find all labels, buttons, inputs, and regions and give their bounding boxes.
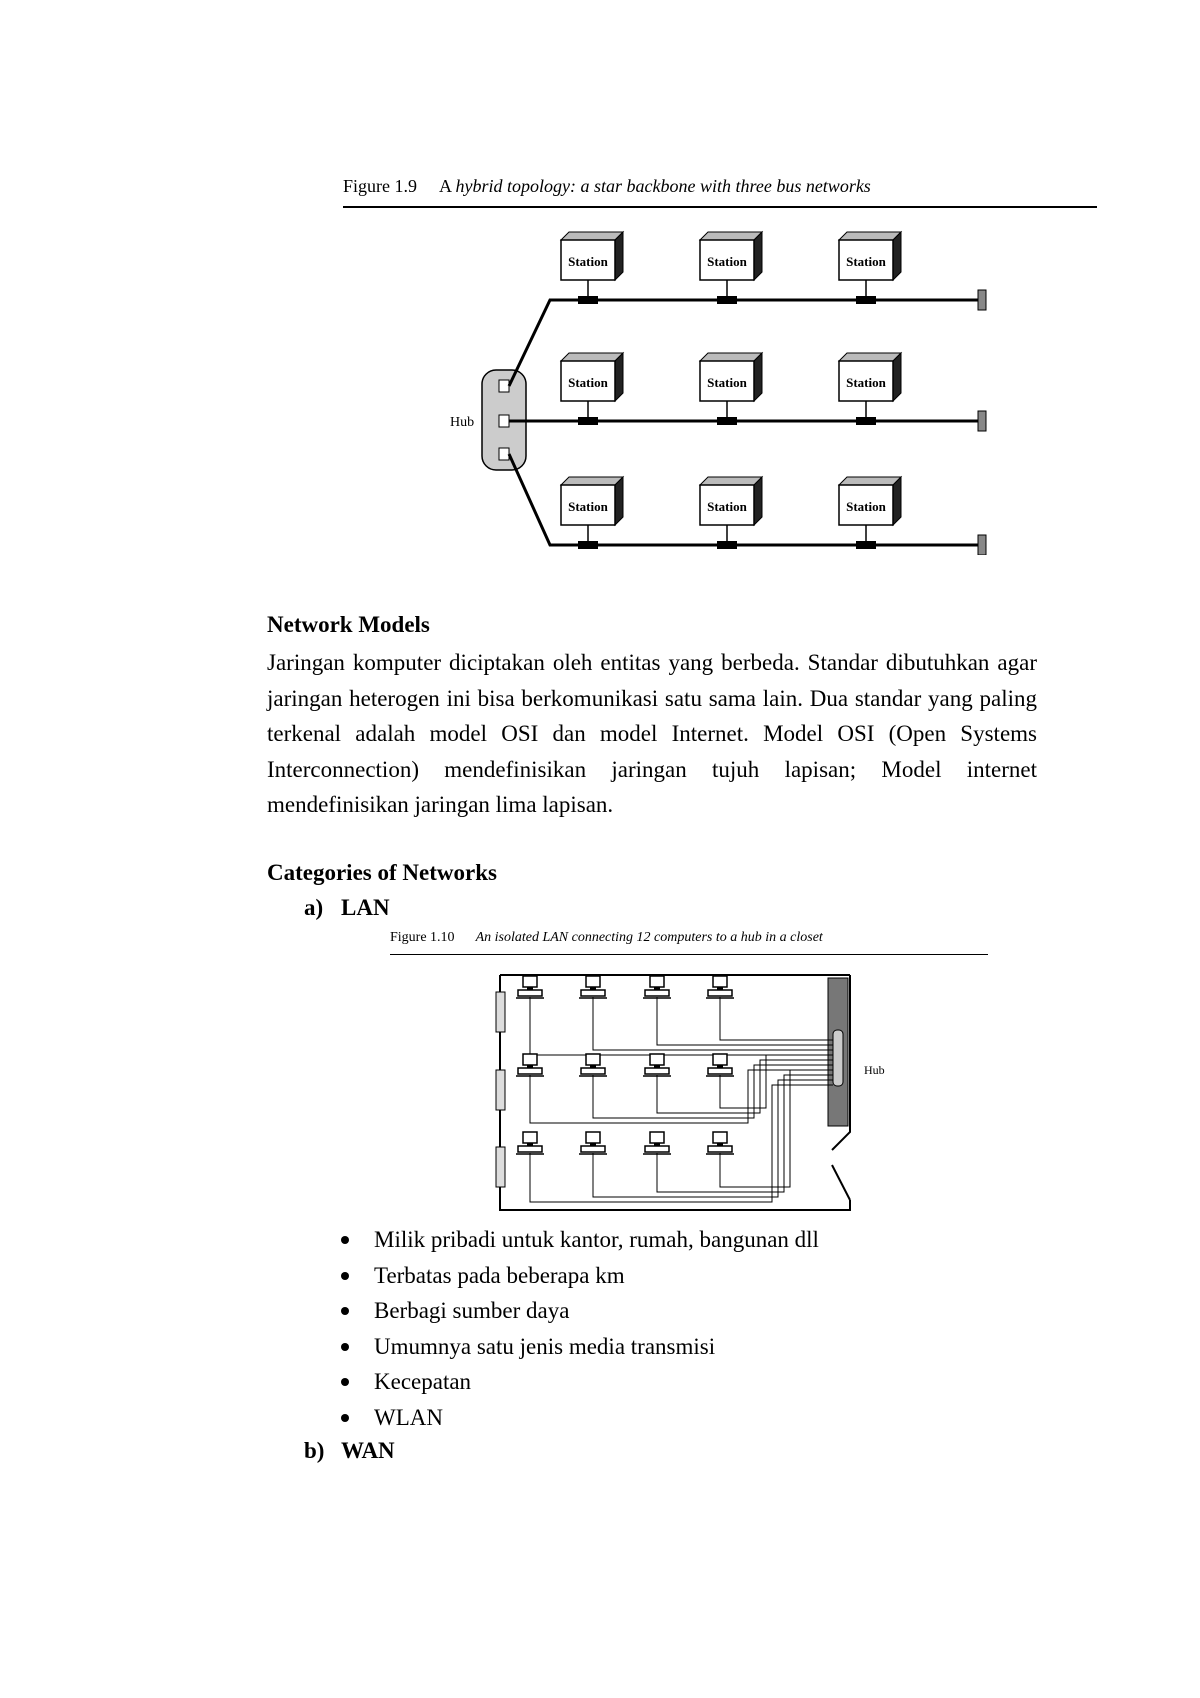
list-item-a-label: a) [304, 895, 324, 920]
figure-number: Figure 1.10 [390, 930, 455, 945]
station-node [700, 232, 762, 304]
figure-title: hybrid topology: a star backbone with three bus networks [455, 176, 871, 196]
bus-terminator-icon [978, 290, 986, 310]
list-item: Umumnya satu jenis media transmisi [374, 1329, 819, 1365]
list-item: Berbagi sumber daya [374, 1293, 819, 1329]
svg-text:Station: Station [707, 375, 747, 390]
svg-text:Station: Station [568, 254, 608, 269]
computer-icon [643, 1132, 671, 1154]
figure-1-9-rule [343, 206, 1097, 208]
wall-jack-icon [496, 992, 505, 1032]
list-item: Milik pribadi untuk kantor, rumah, bangunan dll [374, 1222, 819, 1258]
computer-icon [579, 1132, 607, 1154]
figure-title-prefix: A [439, 176, 456, 196]
svg-text:Station: Station [707, 254, 747, 269]
network-models-paragraph: Jaringan komputer diciptakan oleh entitas yang berbeda. Standar dibutuhkan agar jaringan heterogen ini bisa berkomunikasi satu sama lain. Dua standar yang paling terkenal adalah model OSI dan model Internet. Model OSI (Open Systems Interconnection) mendefinisikan jaringan tujuh lapisan; Model internet mendefinisikan jaringan lima lapisan. [267, 650, 1037, 817]
svg-text:Station: Station [846, 375, 886, 390]
lan-bullet-list [374, 1222, 819, 1435]
computer-icon [516, 1054, 544, 1076]
hub-label: Hub [450, 415, 475, 430]
list-item: Kecepatan [374, 1364, 819, 1400]
svg-text:Station: Station [707, 499, 747, 514]
computer-icon [706, 1132, 734, 1154]
station-node [839, 232, 901, 304]
svg-text:Station: Station [568, 499, 608, 514]
computer-icon [579, 976, 607, 998]
computer-icon [643, 1054, 671, 1076]
list-item-b-text: WAN [341, 1438, 395, 1463]
figure-1-10-caption [390, 930, 823, 946]
bus-terminator-icon [978, 411, 986, 431]
isolated-lan-diagram [490, 970, 890, 1220]
hub-label: Hub [864, 1063, 885, 1077]
station-node [561, 232, 623, 304]
computer-icon [706, 976, 734, 998]
computer-icon [516, 976, 544, 998]
hybrid-topology-diagram [430, 225, 990, 555]
figure-number: Figure 1.9 [343, 176, 417, 196]
list-item-a-text: LAN [341, 895, 390, 920]
wall-jack-icon [496, 1147, 505, 1187]
figure-title: An isolated LAN connecting 12 computers to a hub in a closet [475, 930, 823, 945]
section-heading-network-models: Network Models [267, 612, 430, 637]
section-heading-categories: Categories of Networks [267, 860, 497, 885]
list-item-b-label: b) [304, 1438, 325, 1463]
svg-text:Station: Station [568, 375, 608, 390]
bus-terminator-icon [978, 535, 986, 555]
hub-icon [828, 978, 848, 1126]
station-node [561, 353, 623, 425]
station-node [839, 477, 901, 549]
computer-icon [643, 976, 671, 998]
station-node [700, 353, 762, 425]
station-node [700, 477, 762, 549]
station-node [839, 353, 901, 425]
computer-icon [706, 1054, 734, 1076]
figure-1-10-rule [390, 954, 988, 955]
station-node [561, 477, 623, 549]
figure-1-9-caption [343, 176, 871, 197]
computer-icon [579, 1054, 607, 1076]
svg-text:Station: Station [846, 254, 886, 269]
wall-jack-icon [496, 1070, 505, 1110]
computer-icon [516, 1132, 544, 1154]
list-item: Terbatas pada beberapa km [374, 1258, 819, 1294]
list-item: WLAN [374, 1400, 819, 1436]
svg-text:Station: Station [846, 499, 886, 514]
